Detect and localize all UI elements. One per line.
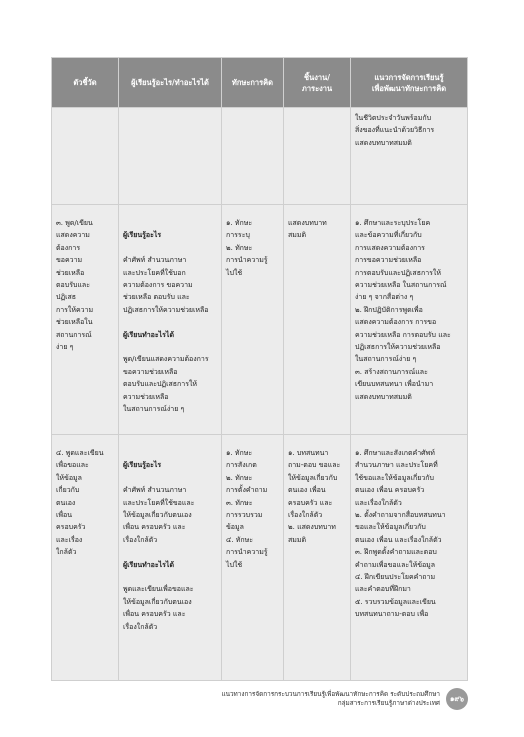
header-indicator: ตัวชี้วัด bbox=[52, 58, 119, 108]
approach-cell: ๑. ศึกษาและระบุประโยค และข้อความที่เกี่ยวกับ การแสดงความต้องการ การขอความช่วยเหลือ การตอบรับและปฏิเสธการให้ ความช่วยเหลือ ในสถานการณ์ ง่าย ๆ จากสื่อต่าง ๆ ๒. ฝึกปฏิบัติการพูดเพื่อ แสดงความต้องการ การขอ ความช่วยเหลือ การตอบรับ และ ปฏิเสธการให้ความช่วยเหลือ ในสถานการณ์ง่าย ๆ ๓. สร้างสถานการณ์และ เขียนบทสนทนา เพื่อนำมา แสดงบทบาทสมมติ bbox=[351, 205, 468, 435]
table-row bbox=[52, 205, 468, 435]
indicator-cell: ๔. พูดและเขียน เพื่อขอและ ให้ข้อมูล เกี่ยวกับ ตนเอง เพื่อน ครอบครัว และเรื่อง ใกล้ตัว bbox=[52, 434, 119, 680]
page-number-badge: ๑๙๖ bbox=[446, 688, 468, 710]
header-learning: ผู้เรียนรู้อะไร/ทำอะไรได้ bbox=[119, 58, 222, 108]
indicator-cell bbox=[52, 108, 119, 205]
table-header-row bbox=[52, 58, 468, 108]
do-text: พูดและเขียนเพื่อขอและ ให้ข้อมูลเกี่ยวกับตนเอง เพื่อน ครอบครัว และ เรื่องใกล้ตัว bbox=[123, 585, 194, 631]
learn-text: คำศัพท์ สำนวนภาษา และประโยคที่ใช้ขอและ ให้ข้อมูลเกี่ยวกับตนเอง เพื่อน ครอบครัว และ เรื่องใกล้ตัว bbox=[123, 486, 195, 544]
skills-cell: ๑. ทักษะ การระบุ ๒. ทักษะ การนำความรู้ ไปใช้ bbox=[222, 205, 284, 435]
footer-line-2: กลุ่มสาระการเรียนรู้ภาษาต่างประเทศ bbox=[337, 699, 440, 707]
footer-line-1: แนวทางการจัดการกระบวนการเรียนรู้เพื่อพัฒนาทักษะการคิด ระดับประถมศึกษา bbox=[221, 690, 440, 698]
approach-cell: ๑. ศึกษาและสังเกตคำศัพท์ สำนวนภาษา และประโยคที่ ใช้ขอและให้ข้อมูลเกี่ยวกับ ตนเอง เพื่อน ครอบครัว และเรื่องใกล้ตัว ๒. ตั้งคำถามจากสื่อบทสนทนา ขอและให้ข้อมูลเกี่ยวกับ ตนเอง เพื่อน และเรื่องใกล้ตัว ๓. ฝึกพูดตั้งคำถามและตอบ คำถามเพื่อขอและให้ข้อมูล ๔. ฝึกเขียนประโยคคำถาม และคำตอบที่ฝึกมา ๕. รวบรวมข้อมูลและเขียน บทสนทนาถาม-ตอบ เพื่อ bbox=[351, 434, 468, 680]
header-thinking-skill: ทักษะการคิด bbox=[222, 58, 284, 108]
indicator-cell: ๓. พูด/เขียน แสดงความ ต้องการ ขอความ ช่วยเหลือ ตอบรับและ ปฏิเสธ การให้ความ ช่วยเหลือใน สถานการณ์ ง่าย ๆ bbox=[52, 205, 119, 435]
header-task: ชิ้นงาน/ ภาระงาน bbox=[284, 58, 351, 108]
approach-cell: ในชีวิตประจำวันพร้อมกับ สิ่งของที่แนะนำด้วยวิธีการ แสดงบทบาทสมมติ bbox=[351, 108, 468, 205]
table-row bbox=[52, 108, 468, 205]
learning-cell bbox=[119, 108, 222, 205]
learn-heading: ผู้เรียนรู้อะไร bbox=[123, 231, 162, 240]
skills-cell bbox=[222, 108, 284, 205]
learning-cell bbox=[119, 205, 222, 435]
table-row bbox=[52, 434, 468, 680]
curriculum-table bbox=[51, 57, 468, 681]
task-cell: ๑. บทสนทนา ถาม-ตอบ ขอและ ให้ข้อมูลเกี่ยวกับ ตนเอง เพื่อน ครอบครัว และ เรื่องใกล้ตัว ๒. แสดงบทบาท สมมติ bbox=[284, 434, 351, 680]
footer-title bbox=[200, 690, 440, 708]
learning-cell bbox=[119, 434, 222, 680]
learn-text: คำศัพท์ สำนวนภาษา และประโยคที่ใช้บอก ความต้องการ ขอความ ช่วยเหลือ ตอบรับ และ ปฏิเสธการให้ความช่วยเหลือ bbox=[123, 256, 209, 314]
task-cell: แสดงบทบาท สมมติ bbox=[284, 205, 351, 435]
task-cell bbox=[284, 108, 351, 205]
do-heading: ผู้เรียนทำอะไรได้ bbox=[123, 560, 174, 569]
header-approach: แนวการจัดการเรียนรู้ เพื่อพัฒนาทักษะการคิด bbox=[351, 58, 468, 108]
do-text: พูด/เขียนแสดงความต้องการ ขอความช่วยเหลือ ตอบรับและปฏิเสธการให้ ความช่วยเหลือ ในสถานการณ์ง่าย ๆ bbox=[123, 355, 209, 414]
do-heading: ผู้เรียนทำอะไรได้ bbox=[123, 330, 174, 339]
learn-heading: ผู้เรียนรู้อะไร bbox=[123, 461, 162, 470]
skills-cell: ๑. ทักษะ การสังเกต ๒. ทักษะ การตั้งคำถาม ๓. ทักษะ การรวบรวม ข้อมูล ๔. ทักษะ การนำความรู้ ไปใช้ bbox=[222, 434, 284, 680]
